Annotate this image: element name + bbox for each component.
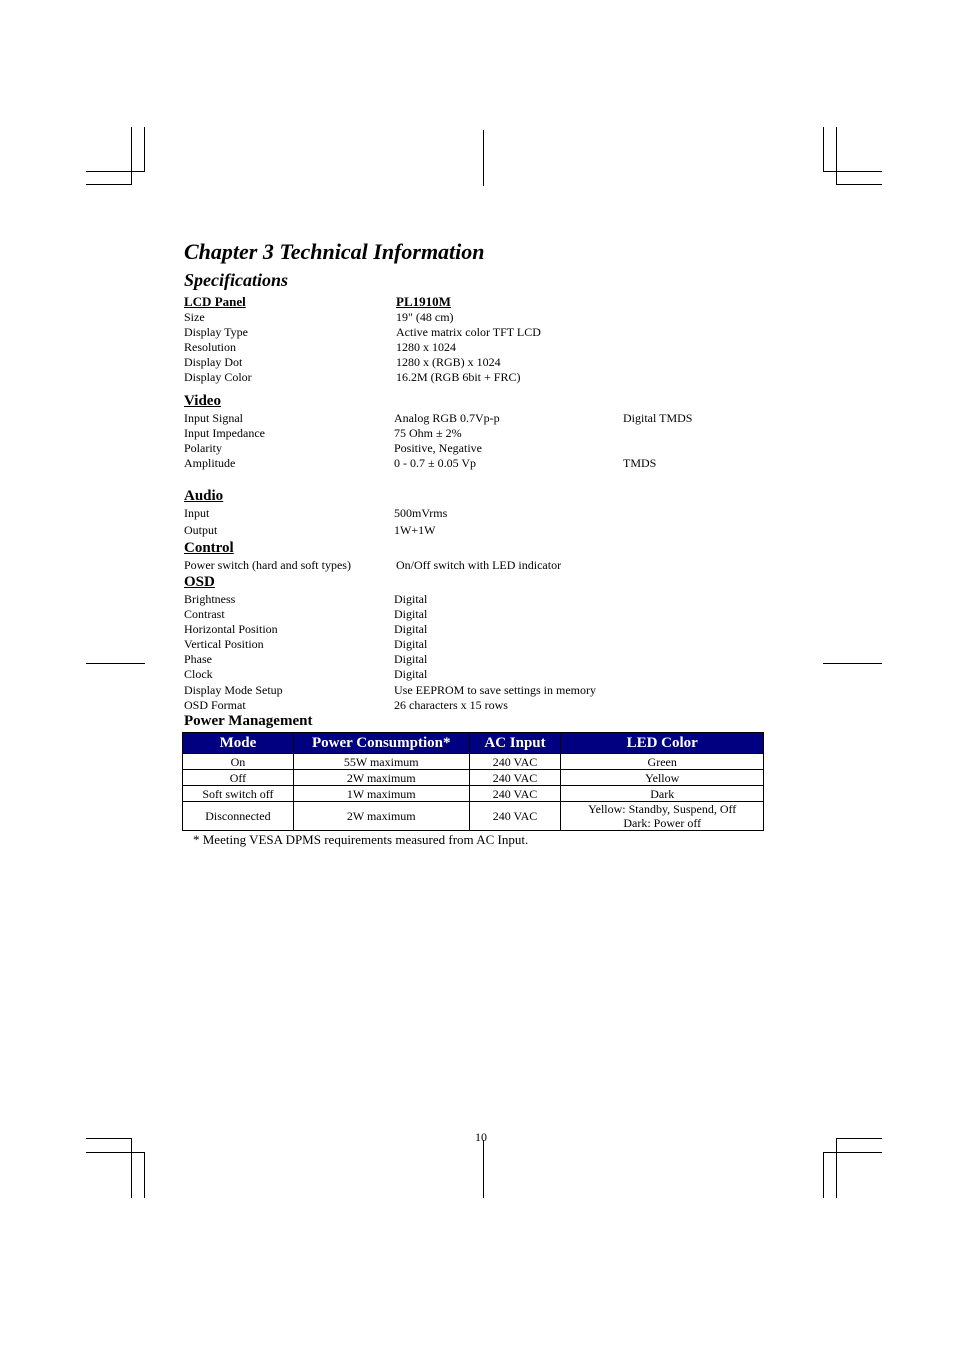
control-heading: Control <box>184 540 234 556</box>
table-cell: 240 VAC <box>469 786 561 802</box>
lcd-panel-model: PL1910M <box>396 294 451 309</box>
spec-value: 19" (48 cm) <box>396 310 454 324</box>
table-cell: Disconnected <box>183 802 294 831</box>
spec-value: Analog RGB 0.7Vp-p <box>394 411 500 425</box>
spec-label: Resolution <box>184 340 237 354</box>
table-cell: 2W maximum <box>293 770 469 786</box>
spec-value: 16.2M (RGB 6bit + FRC) <box>396 370 521 384</box>
led-line-2: Dark: Power off <box>623 816 702 830</box>
spec-label: Input Signal <box>184 411 243 425</box>
footnote: * Meeting VESA DPMS requirements measured from AC Input. <box>193 832 529 847</box>
video-heading: Video <box>184 393 221 409</box>
spec-value: Digital <box>394 667 428 681</box>
spec-value: Active matrix color TFT LCD <box>396 325 541 339</box>
spec-label: Output <box>184 523 218 537</box>
spec-label: Size <box>184 310 205 324</box>
table-header-row <box>183 733 764 754</box>
page-number: 10 <box>475 1130 487 1144</box>
table-row <box>183 770 764 786</box>
spec-label: Brightness <box>184 592 236 606</box>
spec-label: Display Dot <box>184 355 243 369</box>
power-management-heading: Power Management <box>184 713 313 729</box>
spec-label: Display Mode Setup <box>184 683 283 697</box>
spec-value: Digital <box>394 622 428 636</box>
spec-label: Input <box>184 506 210 520</box>
table-cell: On <box>183 754 294 770</box>
table-cell: Soft switch off <box>183 786 294 802</box>
spec-label: Horizontal Position <box>184 622 278 636</box>
spec-label: Amplitude <box>184 456 236 470</box>
table-row <box>183 802 764 831</box>
table-cell: 55W maximum <box>293 754 469 770</box>
spec-value: 0 - 0.7 ± 0.05 Vp <box>394 456 477 470</box>
lcd-panel-heading: LCD Panel <box>184 294 246 309</box>
spec-value: 1W+1W <box>394 523 436 537</box>
table-cell: 240 VAC <box>469 770 561 786</box>
osd-heading: OSD <box>184 574 215 590</box>
table-cell: 240 VAC <box>469 802 561 831</box>
spec-label: Vertical Position <box>184 637 264 651</box>
column-header-ac-input: AC Input <box>469 733 561 754</box>
spec-label: Polarity <box>184 441 222 455</box>
spec-value: Digital <box>394 637 428 651</box>
spec-value: 1280 x 1024 <box>396 340 456 354</box>
spec-value: Positive, Negative <box>394 441 482 455</box>
table-cell <box>561 802 764 831</box>
table-cell: 240 VAC <box>469 754 561 770</box>
spec-label: Display Color <box>184 370 252 384</box>
spec-extra: TMDS <box>623 456 657 470</box>
column-header-led-color: LED Color <box>561 733 764 754</box>
table-cell: Off <box>183 770 294 786</box>
table-row <box>183 754 764 770</box>
spec-value: Digital <box>394 607 428 621</box>
column-header-mode: Mode <box>183 733 294 754</box>
audio-heading: Audio <box>184 488 224 504</box>
table-cell: Dark <box>561 786 764 802</box>
spec-label: OSD Format <box>184 698 246 712</box>
spec-label: Contrast <box>184 607 225 621</box>
table-cell: Green <box>561 754 764 770</box>
spec-value: On/Off switch with LED indicator <box>396 558 562 572</box>
spec-value: 75 Ohm ± 2% <box>394 426 462 440</box>
chapter-title: Chapter 3 Technical Information <box>184 239 485 264</box>
spec-value: 1280 x (RGB) x 1024 <box>396 355 501 369</box>
led-line-1: Yellow: Standby, Suspend, Off <box>588 802 737 816</box>
specifications-title: Specifications <box>184 270 288 290</box>
spec-value: Use EEPROM to save settings in memory <box>394 683 596 697</box>
spec-label: Power switch (hard and soft types) <box>184 558 351 572</box>
column-header-power: Power Consumption* <box>293 733 469 754</box>
spec-value: Digital <box>394 652 428 666</box>
table-cell: Yellow <box>561 770 764 786</box>
spec-extra: Digital TMDS <box>623 411 693 425</box>
spec-label: Clock <box>184 667 213 681</box>
power-management-table <box>182 732 764 831</box>
spec-value: 500mVrms <box>394 506 448 520</box>
spec-label: Display Type <box>184 325 248 339</box>
spec-label: Input Impedance <box>184 426 265 440</box>
spec-value: 26 characters x 15 rows <box>394 698 508 712</box>
table-cell: 1W maximum <box>293 786 469 802</box>
spec-label: Phase <box>184 652 212 666</box>
table-row <box>183 786 764 802</box>
table-cell: 2W maximum <box>293 802 469 831</box>
spec-value: Digital <box>394 592 428 606</box>
